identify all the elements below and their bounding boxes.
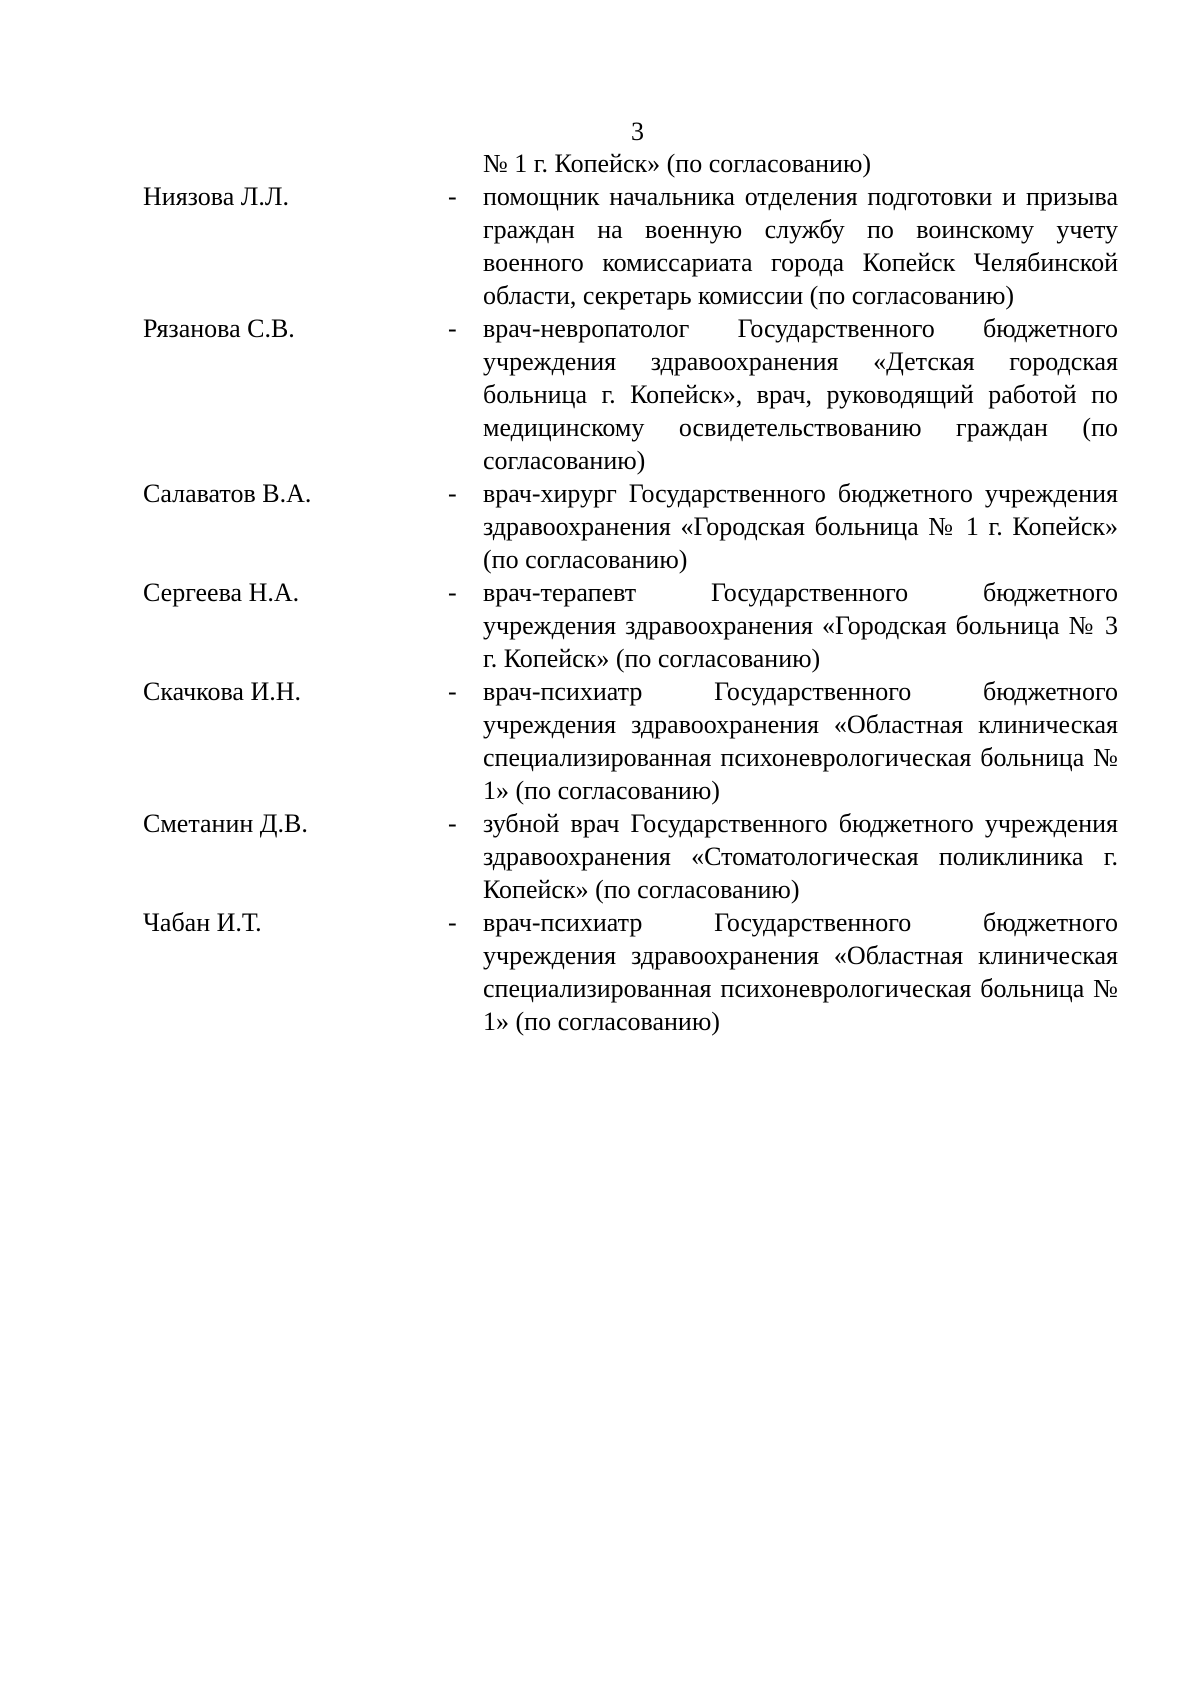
member-entry [143, 906, 1118, 1038]
member-name: Сергеева Н.А. [143, 578, 300, 607]
member-entry [143, 477, 1118, 576]
commission-member-list [143, 147, 1118, 1038]
dash-separator: - [448, 677, 457, 706]
member-description: зубной врач Государственного бюджетного учреждения здравоохранения «Стоматологическая поликлиника г. Копейск» (по согласованию) [483, 809, 1118, 904]
dash-separator: - [448, 314, 457, 343]
member-entry [143, 180, 1118, 312]
member-name: Чабан И.Т. [143, 908, 262, 937]
member-description: врач-психиатр Государственного бюджетного учреждения здравоохранения «Областная клиническая специализированная психоневрологическая больница № 1» (по согласованию) [483, 677, 1118, 805]
member-name: Ниязова Л.Л. [143, 182, 290, 211]
member-name: Сметанин Д.В. [143, 809, 308, 838]
member-entry [143, 807, 1118, 906]
continued-description: № 1 г. Копейск» (по согласованию) [483, 149, 872, 178]
dash-separator: - [448, 809, 457, 838]
member-entry [143, 576, 1118, 675]
member-entry [143, 675, 1118, 807]
member-description: помощник начальника отделения подготовки и призыва граждан на военную службу по воинскому учету военного комиссариата города Копейск Челябинской области, секретарь комиссии (по согласованию) [483, 182, 1118, 310]
member-description: врач-невропатолог Государственного бюджетного учреждения здравоохранения «Детская городская больница г. Копейск», врач, руководящий работой по медицинскому освидетельствованию граждан (по согласованию) [483, 314, 1118, 475]
member-name: Скачкова И.Н. [143, 677, 301, 706]
member-entry [143, 312, 1118, 477]
member-description: врач-терапевт Государственного бюджетного учреждения здравоохранения «Городская больница № 3 г. Копейск» (по согласованию) [483, 578, 1118, 673]
dash-separator: - [448, 479, 457, 508]
member-description: врач-психиатр Государственного бюджетного учреждения здравоохранения «Областная клиническая специализированная психоневрологическая больница № 1» (по согласованию) [483, 908, 1118, 1036]
dash-separator: - [448, 908, 457, 937]
member-name: Салаватов В.А. [143, 479, 312, 508]
page-number: 3 [631, 117, 644, 146]
dash-separator: - [448, 578, 457, 607]
dash-separator: - [448, 182, 457, 211]
member-name: Рязанова С.В. [143, 314, 295, 343]
member-description: врач-хирург Государственного бюджетного учреждения здравоохранения «Городская больница № 1 г. Копейск» (по согласованию) [483, 479, 1118, 574]
